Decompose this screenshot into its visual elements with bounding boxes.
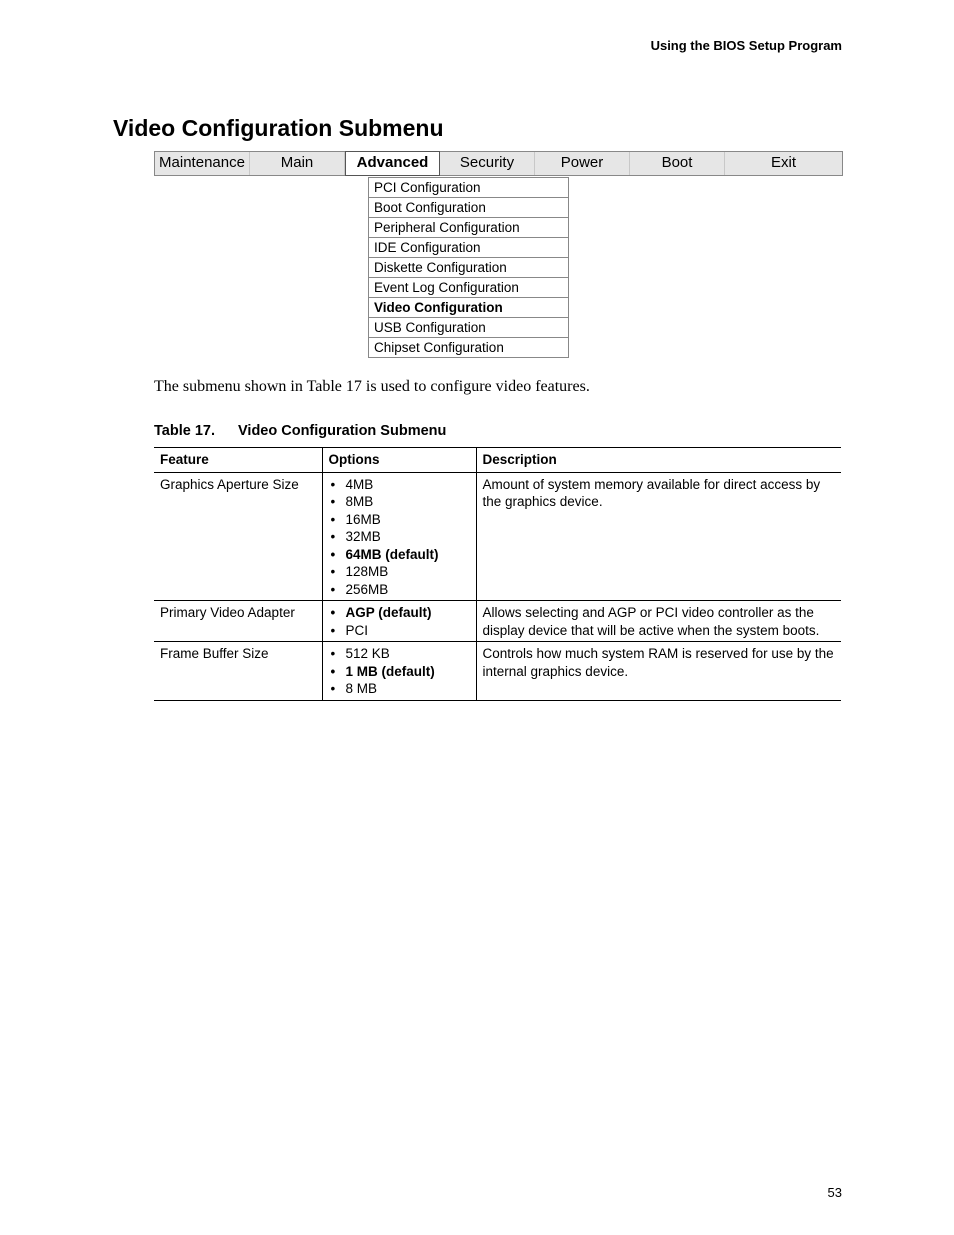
- option-item: • 8MB: [329, 493, 470, 511]
- options-list: [329, 476, 470, 599]
- submenu-item-pci[interactable]: PCI Configuration: [369, 177, 568, 197]
- menu-tab-main[interactable]: Main: [250, 152, 345, 175]
- menu-tab-exit[interactable]: Exit: [770, 154, 796, 171]
- options-cell: [322, 472, 476, 601]
- submenu-item-ide[interactable]: IDE Configuration: [369, 237, 568, 257]
- menu-tab-advanced[interactable]: Advanced: [345, 151, 440, 176]
- feature-cell: Graphics Aperture Size: [160, 476, 299, 492]
- description-cell: Amount of system memory available for direct access by the graphics device.: [476, 472, 841, 601]
- submenu-item-peripheral[interactable]: Peripheral Configuration: [369, 217, 568, 237]
- submenu-item-diskette[interactable]: Diskette Configuration: [369, 257, 568, 277]
- submenu-item-event-log[interactable]: Event Log Configuration: [369, 277, 568, 297]
- option-item: • 512 KB: [329, 645, 470, 663]
- options-cell: [322, 642, 476, 701]
- video-config-table: [154, 447, 841, 701]
- header-feature: Feature: [160, 452, 209, 467]
- option-item: • 256MB: [329, 581, 470, 599]
- menu-tab-security[interactable]: Security: [440, 152, 535, 175]
- menu-tab-power[interactable]: Power: [535, 152, 630, 175]
- running-head: Using the BIOS Setup Program: [650, 38, 842, 53]
- header-description: Description: [476, 448, 841, 473]
- option-item-default: • AGP (default): [329, 604, 470, 622]
- submenu-item-boot[interactable]: Boot Configuration: [369, 197, 568, 217]
- option-item-default: • 64MB (default): [329, 546, 470, 564]
- menu-tab-boot[interactable]: Boot: [630, 152, 725, 175]
- option-item: • 4MB: [329, 476, 470, 494]
- table-row: [154, 601, 841, 642]
- feature-cell: Primary Video Adapter: [160, 605, 295, 620]
- bios-menubar: [154, 151, 843, 176]
- table-row: [154, 472, 841, 601]
- table-caption-title: Video Configuration Submenu: [238, 423, 447, 439]
- description-cell: Allows selecting and AGP or PCI video controller as the display device that will be active when the system boots.: [476, 601, 841, 642]
- option-item: • 32MB: [329, 528, 470, 546]
- option-item: • PCI: [329, 622, 470, 640]
- option-item-default: • 1 MB (default): [329, 663, 470, 681]
- feature-cell: Frame Buffer Size: [160, 646, 269, 661]
- table-row: [154, 642, 841, 701]
- option-item: • 8 MB: [329, 680, 470, 698]
- option-item: • 16MB: [329, 511, 470, 529]
- table-caption-number: Table 17.: [154, 423, 215, 439]
- page-title: Video Configuration Submenu: [113, 115, 444, 141]
- page-number: 53: [827, 1185, 842, 1200]
- advanced-submenu: [368, 177, 569, 358]
- options-cell: [322, 601, 476, 642]
- menu-tab-maintenance[interactable]: Maintenance: [155, 152, 250, 175]
- options-list: [329, 645, 470, 698]
- submenu-item-video[interactable]: Video Configuration: [369, 297, 568, 317]
- description-cell: Controls how much system RAM is reserved for use by the internal graphics device.: [476, 642, 841, 701]
- header-options: Options: [322, 448, 476, 473]
- table-header-row: [154, 448, 841, 473]
- submenu-item-chipset[interactable]: Chipset Configuration: [369, 337, 568, 357]
- intro-paragraph: The submenu shown in Table 17 is used to configure video features.: [154, 378, 590, 395]
- options-list: [329, 604, 470, 639]
- option-item: • 128MB: [329, 563, 470, 581]
- table-caption: [154, 423, 446, 439]
- submenu-item-usb[interactable]: USB Configuration: [369, 317, 568, 337]
